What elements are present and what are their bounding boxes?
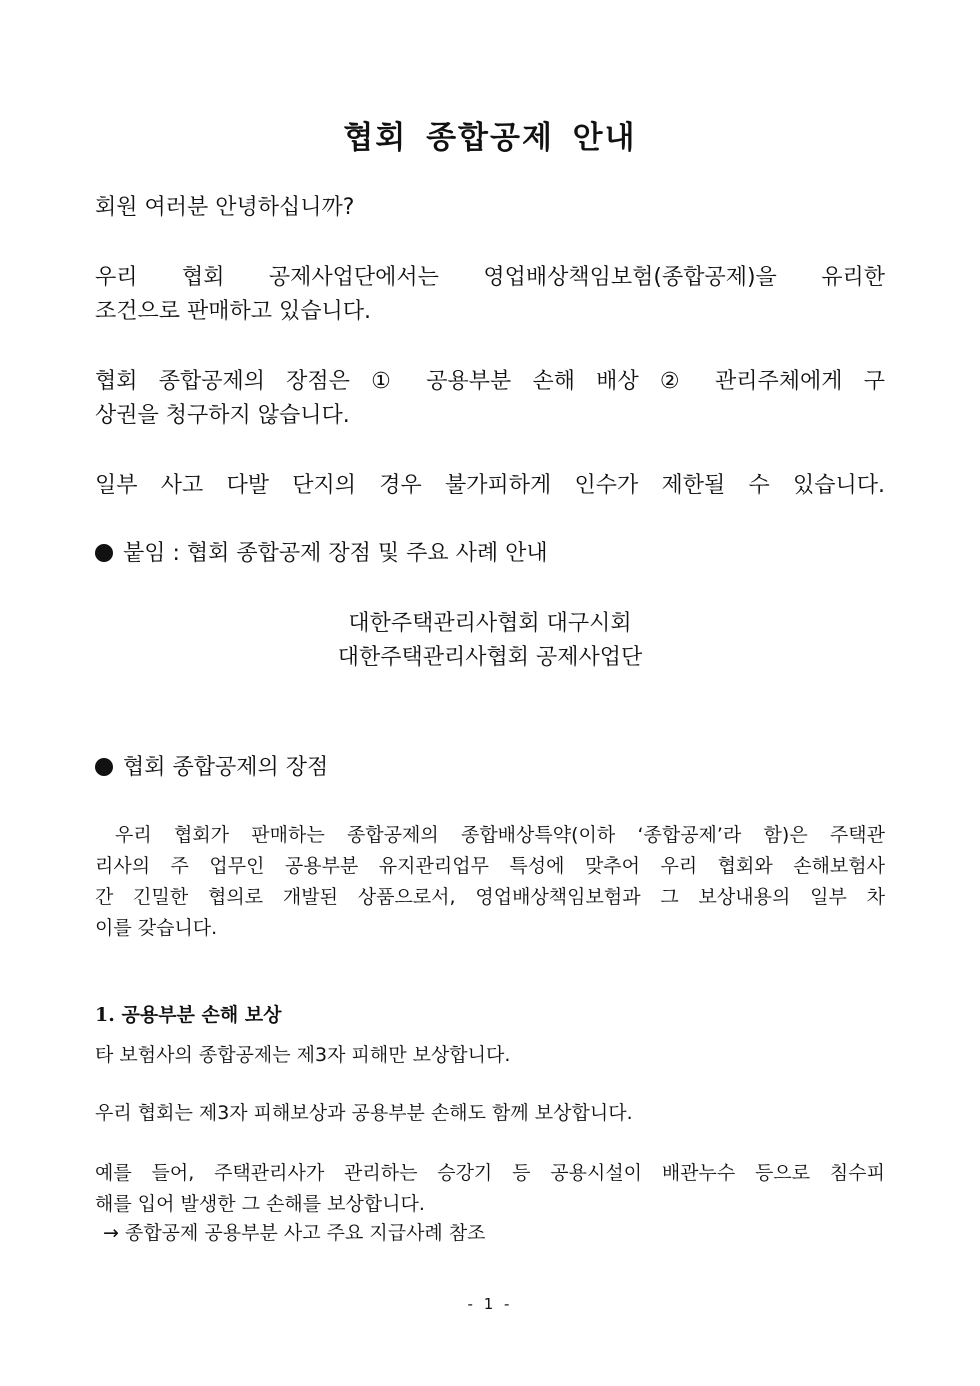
paragraph-1-line-1: 우리 협회 공제사업단에서는 영업배상책임보험(종합공제)을 유리한: [95, 265, 885, 290]
section-heading-text: 협회 종합공제의 장점: [123, 755, 329, 780]
section-heading: [95, 750, 885, 781]
bullet-icon: [95, 758, 113, 776]
subsection-1-heading: 1. 공용부분 손해 보상: [95, 1004, 282, 1026]
bullet-icon: [95, 544, 113, 562]
greeting: 회원 여러분 안녕하십니까?: [95, 195, 355, 220]
page-title: 협회 종합공제 안내: [343, 120, 637, 156]
paragraph-2-line-1: 협회 종합공제의 장점은 ① 공용부분 손해 배상 ② 관리주체에게 구: [95, 369, 885, 394]
paragraph-1-line-2: 조건으로 판매하고 있습니다.: [95, 299, 372, 324]
reference-note: → 종합공제 공용부분 사고 주요 지급사례 참조: [103, 1222, 486, 1244]
example-line-2: 해를 입어 발생한 그 손해를 보상합니다.: [95, 1193, 425, 1215]
paragraph-2-line-2: 상권을 청구하지 않습니다.: [95, 403, 350, 428]
intro-line-4: 이를 갖습니다.: [95, 917, 218, 939]
page-number: - 1 -: [467, 1295, 513, 1313]
subsection-1-line-2: 우리 협회는 제3자 피해보상과 공용부분 손해도 함께 보상합니다.: [95, 1102, 633, 1124]
paragraph-3: 일부 사고 다발 단지의 경우 불가피하게 인수가 제한될 수 있습니다.: [95, 473, 885, 498]
example-line-1: 예를 들어, 주택관리사가 관리하는 승강기 등 공용시설이 배관누수 등으로 침수피: [95, 1162, 885, 1184]
sender-line-1: 대한주택관리사협회 대구시회: [348, 611, 632, 636]
intro-line-2: 리사의 주 업무인 공용부분 유지관리업무 특성에 맞추어 우리 협회와 손해보험사: [95, 855, 885, 877]
attachment-note: [95, 536, 885, 567]
intro-line-1: 우리 협회가 판매하는 종합공제의 종합배상특약(이하 ‘종합공제’라 함)은 주택관: [115, 824, 885, 846]
intro-line-3: 간 긴밀한 협의로 개발된 상품으로서, 영업배상책임보험과 그 보상내용의 일부 차: [95, 886, 885, 908]
sender-line-2: 대한주택관리사협회 공제사업단: [337, 645, 643, 670]
subsection-1-line-1: 타 보험사의 종합공제는 제3자 피해만 보상합니다.: [95, 1044, 511, 1066]
attachment-text: 붙임 : 협회 종합공제 장점 및 주요 사례 안내: [123, 541, 548, 566]
